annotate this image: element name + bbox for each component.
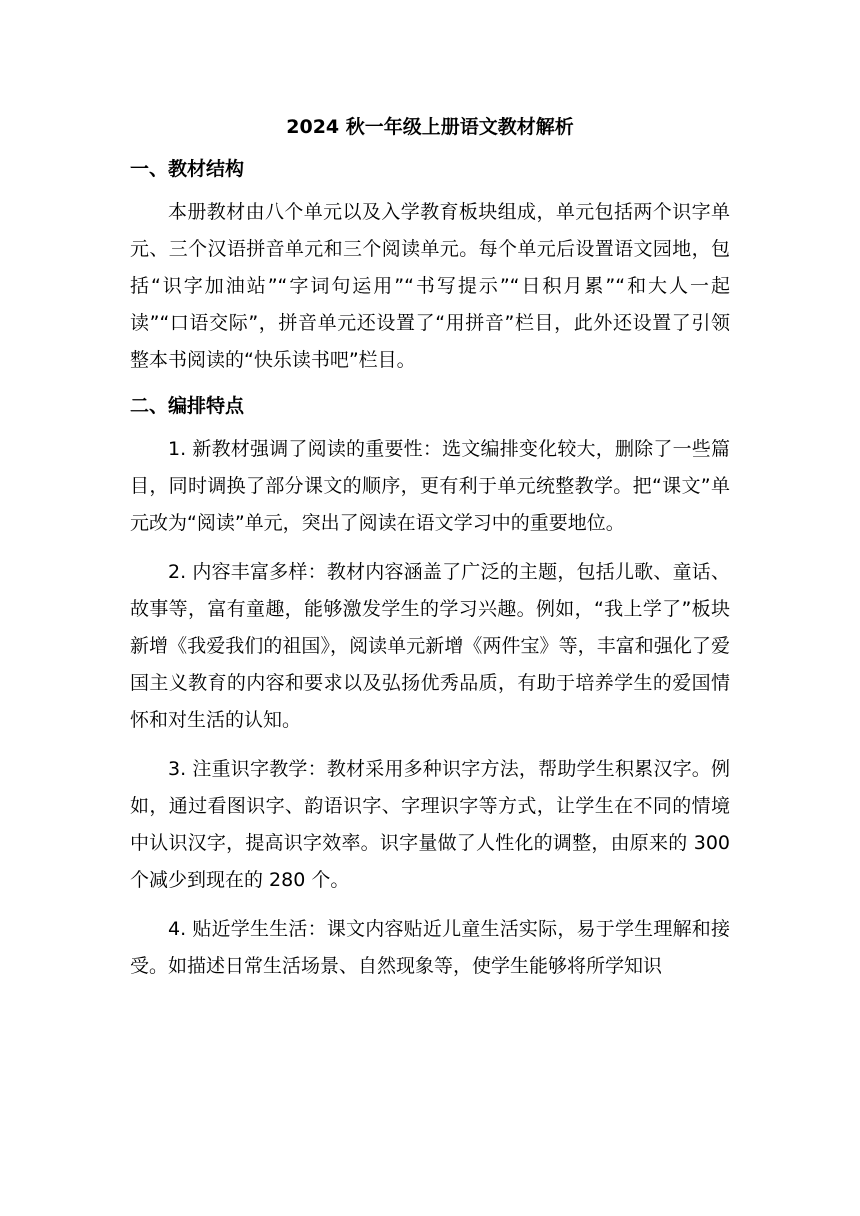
document-title: 2024 秋一年级上册语文教材解析 xyxy=(286,116,574,138)
paragraph-feature-literacy: 3. 注重识字教学：教材采用多种识字方法，帮助学生积累汉字。例如，通过看图识字、韵语识字、字理识字等方式，让学生在不同的情境中认识汉字，提高识字效率。识字量做了人性化的调整，由原来的 300 个减少到现在的 280 个。 xyxy=(130,758,730,891)
section-heading-structure: 一、教材结构 xyxy=(130,158,245,180)
paragraph-feature-content: 2. 内容丰富多样：教材内容涵盖了广泛的主题，包括儿歌、童话、故事等，富有童趣，能够激发学生的学习兴趣。例如，“我上学了”板块新增《我爱我们的祖国》，阅读单元新增《两件宝》等，丰富和强化了爱国主义教育的内容和要求以及弘扬优秀品质，有助于培养学生的爱国情怀和对生活的认知。 xyxy=(130,561,730,731)
paragraph-structure: 本册教材由八个单元以及入学教育板块组成，单元包括两个识字单元、三个汉语拼音单元和三个阅读单元。每个单元后设置语文园地，包括“识字加油站”“字词句运用”“书写提示”“日积月累”“和大人一起读”“口语交际”，拼音单元还设置了“用拼音”栏目，此外还设置了引领整本书阅读的“快乐读书吧”栏目。 xyxy=(130,201,730,371)
document-body xyxy=(130,112,730,997)
paragraph-feature-life: 4. 贴近学生生活：课文内容贴近儿童生活实际，易于学生理解和接受。如描述日常生活场景、自然现象等，使学生能够将所学知识 xyxy=(130,918,730,977)
section-heading-features: 二、编排特点 xyxy=(130,395,245,417)
paragraph-feature-reading: 1. 新教材强调了阅读的重要性：选文编排变化较大，删除了一些篇目，同时调换了部分课文的顺序，更有利于单元统整教学。把“课文”单元改为“阅读”单元，突出了阅读在语文学习中的重要地位。 xyxy=(130,438,730,534)
